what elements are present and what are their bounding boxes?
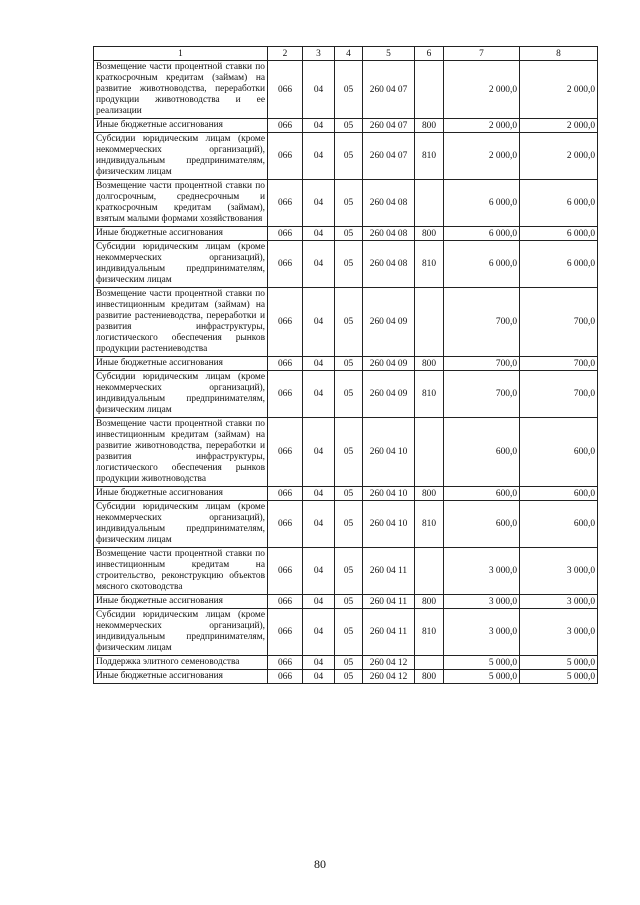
amount-col8: 2 000,0 <box>520 133 598 180</box>
subsection-code: 05 <box>335 180 363 227</box>
target-article-code: 260 04 12 <box>363 670 415 684</box>
section-code: 04 <box>303 133 335 180</box>
expense-type-code: 810 <box>415 371 444 418</box>
header-cell: 3 <box>303 47 335 61</box>
row-description: Возмещение части процентной ставки по инвестиционным кредитам на строительство, реконструкцию объектов мясного скотоводства <box>94 548 268 595</box>
amount-col8: 700,0 <box>520 288 598 357</box>
section-code: 04 <box>303 61 335 119</box>
ministry-code: 066 <box>268 357 303 371</box>
row-description: Поддержка элитного семеноводства <box>94 656 268 670</box>
subsection-code: 05 <box>335 609 363 656</box>
table-row <box>94 595 598 609</box>
expense-type-code: 800 <box>415 119 444 133</box>
ministry-code: 066 <box>268 501 303 548</box>
amount-col7: 3 000,0 <box>444 548 520 595</box>
subsection-code: 05 <box>335 133 363 180</box>
ministry-code: 066 <box>268 371 303 418</box>
header-cell: 8 <box>520 47 598 61</box>
section-code: 04 <box>303 487 335 501</box>
amount-col8: 600,0 <box>520 418 598 487</box>
subsection-code: 05 <box>335 548 363 595</box>
table-row <box>94 133 598 180</box>
table-row <box>94 487 598 501</box>
subsection-code: 05 <box>335 61 363 119</box>
subsection-code: 05 <box>335 595 363 609</box>
ministry-code: 066 <box>268 61 303 119</box>
row-description: Возмещение части процентной ставки по инвестиционным кредитам (займам) на развитие животноводства, переработки и развития инфраструктуры, логистического обеспечения рынков продукции животноводства <box>94 418 268 487</box>
target-article-code: 260 04 11 <box>363 548 415 595</box>
ministry-code: 066 <box>268 656 303 670</box>
subsection-code: 05 <box>335 119 363 133</box>
expense-type-code <box>415 656 444 670</box>
amount-col7: 6 000,0 <box>444 227 520 241</box>
row-description: Иные бюджетные ассигнования <box>94 487 268 501</box>
ministry-code: 066 <box>268 595 303 609</box>
expense-type-code: 810 <box>415 241 444 288</box>
ministry-code: 066 <box>268 241 303 288</box>
subsection-code: 05 <box>335 227 363 241</box>
table-row <box>94 119 598 133</box>
expense-type-code: 810 <box>415 609 444 656</box>
amount-col8: 3 000,0 <box>520 595 598 609</box>
target-article-code: 260 04 09 <box>363 357 415 371</box>
amount-col7: 5 000,0 <box>444 656 520 670</box>
table-row <box>94 501 598 548</box>
expense-type-code <box>415 180 444 227</box>
target-article-code: 260 04 12 <box>363 656 415 670</box>
section-code: 04 <box>303 656 335 670</box>
subsection-code: 05 <box>335 487 363 501</box>
expense-type-code: 800 <box>415 670 444 684</box>
section-code: 04 <box>303 501 335 548</box>
subsection-code: 05 <box>335 371 363 418</box>
amount-col7: 3 000,0 <box>444 595 520 609</box>
header-cell: 6 <box>415 47 444 61</box>
row-description: Субсидии юридическим лицам (кроме некоммерческих организаций), индивидуальным предпринимателям, физическим лицам <box>94 371 268 418</box>
ministry-code: 066 <box>268 487 303 501</box>
table-row <box>94 288 598 357</box>
amount-col7: 600,0 <box>444 501 520 548</box>
table-row <box>94 670 598 684</box>
target-article-code: 260 04 07 <box>363 61 415 119</box>
amount-col7: 700,0 <box>444 371 520 418</box>
table-row <box>94 418 598 487</box>
amount-col8: 2 000,0 <box>520 119 598 133</box>
section-code: 04 <box>303 357 335 371</box>
expense-type-code: 800 <box>415 595 444 609</box>
header-row <box>94 47 598 61</box>
table-row <box>94 609 598 656</box>
header-cell: 7 <box>444 47 520 61</box>
target-article-code: 260 04 07 <box>363 133 415 180</box>
expense-type-code <box>415 288 444 357</box>
table-row <box>94 371 598 418</box>
subsection-code: 05 <box>335 418 363 487</box>
subsection-code: 05 <box>335 501 363 548</box>
amount-col8: 700,0 <box>520 371 598 418</box>
section-code: 04 <box>303 227 335 241</box>
section-code: 04 <box>303 418 335 487</box>
section-code: 04 <box>303 670 335 684</box>
amount-col7: 2 000,0 <box>444 119 520 133</box>
target-article-code: 260 04 08 <box>363 241 415 288</box>
section-code: 04 <box>303 609 335 656</box>
section-code: 04 <box>303 548 335 595</box>
amount-col8: 3 000,0 <box>520 548 598 595</box>
subsection-code: 05 <box>335 656 363 670</box>
amount-col7: 6 000,0 <box>444 241 520 288</box>
section-code: 04 <box>303 371 335 418</box>
table-row <box>94 548 598 595</box>
expense-type-code: 800 <box>415 227 444 241</box>
row-description: Возмещение части процентной ставки по инвестиционным кредитам (займам) на развитие растениеводства, переработки и развития инфраструктуры, логистического обеспечения рынков продукции растениеводства <box>94 288 268 357</box>
table-body <box>94 61 598 684</box>
amount-col8: 700,0 <box>520 357 598 371</box>
row-description: Иные бюджетные ассигнования <box>94 670 268 684</box>
amount-col8: 600,0 <box>520 487 598 501</box>
target-article-code: 260 04 10 <box>363 418 415 487</box>
amount-col8: 6 000,0 <box>520 227 598 241</box>
expense-type-code: 810 <box>415 501 444 548</box>
target-article-code: 260 04 11 <box>363 595 415 609</box>
target-article-code: 260 04 08 <box>363 227 415 241</box>
amount-col8: 6 000,0 <box>520 180 598 227</box>
amount-col8: 5 000,0 <box>520 656 598 670</box>
amount-col7: 5 000,0 <box>444 670 520 684</box>
expense-type-code: 800 <box>415 357 444 371</box>
row-description: Возмещение части процентной ставки по долгосрочным, среднесрочным и краткосрочным кредитам (займам), взятым малыми формами хозяйствования <box>94 180 268 227</box>
ministry-code: 066 <box>268 227 303 241</box>
amount-col8: 5 000,0 <box>520 670 598 684</box>
subsection-code: 05 <box>335 241 363 288</box>
expense-type-code: 810 <box>415 133 444 180</box>
subsection-code: 05 <box>335 670 363 684</box>
row-description: Субсидии юридическим лицам (кроме некоммерческих организаций), индивидуальным предпринимателям, физическим лицам <box>94 501 268 548</box>
target-article-code: 260 04 10 <box>363 501 415 548</box>
amount-col8: 3 000,0 <box>520 609 598 656</box>
table-row <box>94 61 598 119</box>
expense-type-code: 800 <box>415 487 444 501</box>
section-code: 04 <box>303 595 335 609</box>
amount-col8: 600,0 <box>520 501 598 548</box>
expense-type-code <box>415 548 444 595</box>
target-article-code: 260 04 11 <box>363 609 415 656</box>
expense-type-code <box>415 61 444 119</box>
ministry-code: 066 <box>268 180 303 227</box>
amount-col7: 3 000,0 <box>444 609 520 656</box>
row-description: Иные бюджетные ассигнования <box>94 595 268 609</box>
row-description: Субсидии юридическим лицам (кроме некоммерческих организаций), индивидуальным предпринимателям, физическим лицам <box>94 609 268 656</box>
row-description: Возмещение части процентной ставки по краткосрочным кредитам (займам) на развитие животноводства, переработки продукции животноводства и ее реализации <box>94 61 268 119</box>
row-description: Субсидии юридическим лицам (кроме некоммерческих организаций), индивидуальным предпринимателям, физическим лицам <box>94 241 268 288</box>
table-row <box>94 357 598 371</box>
target-article-code: 260 04 10 <box>363 487 415 501</box>
ministry-code: 066 <box>268 548 303 595</box>
subsection-code: 05 <box>335 357 363 371</box>
table-row <box>94 241 598 288</box>
section-code: 04 <box>303 180 335 227</box>
subsection-code: 05 <box>335 288 363 357</box>
amount-col7: 700,0 <box>444 357 520 371</box>
section-code: 04 <box>303 288 335 357</box>
budget-table <box>93 46 598 684</box>
target-article-code: 260 04 09 <box>363 288 415 357</box>
amount-col7: 600,0 <box>444 418 520 487</box>
amount-col7: 2 000,0 <box>444 61 520 119</box>
target-article-code: 260 04 07 <box>363 119 415 133</box>
target-article-code: 260 04 08 <box>363 180 415 227</box>
ministry-code: 066 <box>268 418 303 487</box>
amount-col7: 600,0 <box>444 487 520 501</box>
amount-col7: 700,0 <box>444 288 520 357</box>
ministry-code: 066 <box>268 609 303 656</box>
target-article-code: 260 04 09 <box>363 371 415 418</box>
ministry-code: 066 <box>268 670 303 684</box>
table-row <box>94 656 598 670</box>
amount-col7: 2 000,0 <box>444 133 520 180</box>
section-code: 04 <box>303 241 335 288</box>
expense-type-code <box>415 418 444 487</box>
amount-col8: 2 000,0 <box>520 61 598 119</box>
header-cell: 1 <box>94 47 268 61</box>
table-row <box>94 227 598 241</box>
row-description: Иные бюджетные ассигнования <box>94 357 268 371</box>
header-cell: 2 <box>268 47 303 61</box>
page-number: 80 <box>314 857 326 871</box>
header-cell: 4 <box>335 47 363 61</box>
amount-col8: 6 000,0 <box>520 241 598 288</box>
header-cell: 5 <box>363 47 415 61</box>
ministry-code: 066 <box>268 119 303 133</box>
row-description: Субсидии юридическим лицам (кроме некоммерческих организаций), индивидуальным предпринимателям, физическим лицам <box>94 133 268 180</box>
amount-col7: 6 000,0 <box>444 180 520 227</box>
ministry-code: 066 <box>268 133 303 180</box>
section-code: 04 <box>303 119 335 133</box>
ministry-code: 066 <box>268 288 303 357</box>
row-description: Иные бюджетные ассигнования <box>94 227 268 241</box>
row-description: Иные бюджетные ассигнования <box>94 119 268 133</box>
table-row <box>94 180 598 227</box>
